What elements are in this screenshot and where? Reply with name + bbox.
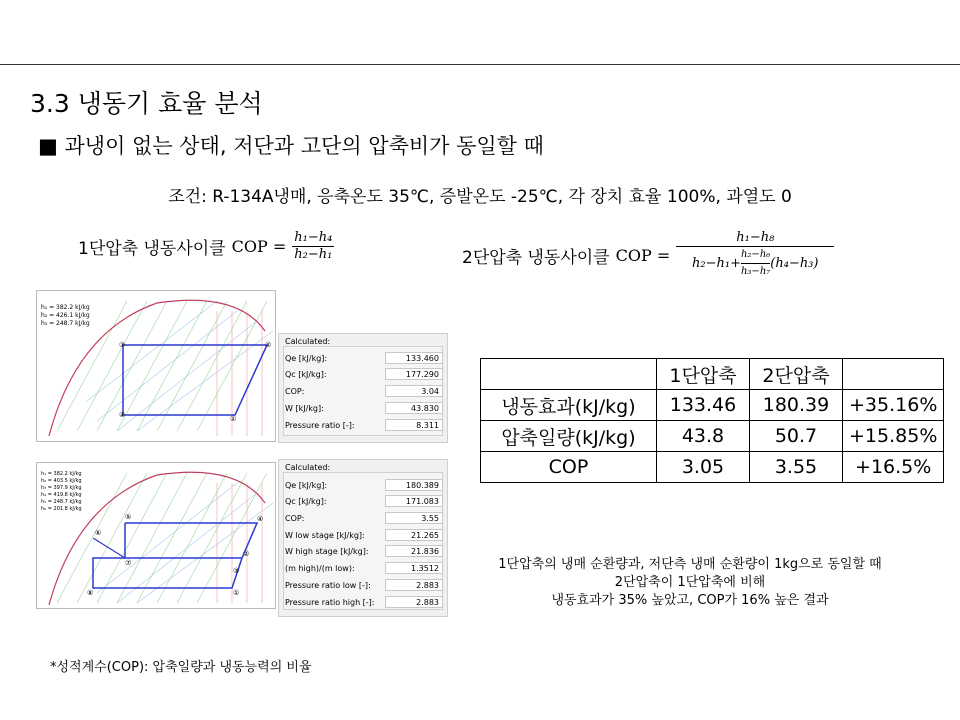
formula-two-stage (462, 230, 834, 280)
formula2-cop: COP = (615, 245, 671, 265)
calc1-row (285, 368, 443, 382)
table-cell: 냉동효과(kJ/kg) (481, 390, 657, 421)
table-row (481, 452, 944, 483)
footnote: *성적계수(COP): 압축일량과 냉동능력의 비율 (50, 660, 312, 675)
plot2-point-4: ④ (257, 515, 264, 523)
formula2-den-left: h₂−h₁+ (692, 255, 741, 271)
plot2-point-8: ⑧ (87, 589, 94, 597)
calc2-row (285, 562, 443, 576)
calc2-key: W high stage [kJ/kg]: (285, 547, 369, 556)
table-header-cell (843, 359, 944, 390)
plot2-legend-6: h₆ = 201.8 kJ/kg (41, 506, 82, 512)
calc1-header: Calculated: (285, 337, 331, 346)
table-cell: COP (481, 452, 657, 483)
plot1-legend-2: h₂ = 426.1 kJ/kg (41, 312, 90, 319)
formula2-label: 2단압축 냉동사이클 (462, 247, 610, 268)
calc1-value: 3.04 (385, 385, 443, 397)
table-cell: +35.16% (843, 390, 944, 421)
table-header-cell: 1단압축 (657, 359, 750, 390)
plot2-legend-1: h₁ = 382.2 kJ/kg (41, 471, 82, 477)
calc1-row (285, 419, 443, 433)
comparison-table (480, 358, 944, 483)
formula2-den-frac-den: h₃−h₇ (740, 266, 771, 277)
plot2-point-5: ⑤ (125, 513, 132, 521)
table-header-cell: 2단압축 (750, 359, 843, 390)
calc1-row (285, 385, 443, 399)
formula2-den-frac-num: h₂−h₆ (741, 247, 770, 264)
plot1-point-2: ② (265, 341, 272, 349)
formula2-numerator: h₁−h₈ (676, 230, 834, 247)
plot1-legend-3: h₃ = 248.7 kJ/kg (41, 320, 90, 327)
formula1-denominator: h₂−h₁ (294, 247, 333, 262)
plot2-legend-5: h₅ = 248.7 kJ/kg (41, 499, 82, 505)
page-title: 3.3 냉동기 효율 분석 (30, 89, 263, 118)
table-cell: 3.05 (657, 452, 750, 483)
calc2-row (285, 596, 443, 610)
calc2-key: (m high)/(m low): (285, 564, 355, 573)
formula1-fraction (292, 230, 334, 263)
formula2-fraction (676, 230, 834, 280)
top-divider (0, 64, 960, 65)
table-cell: +16.5% (843, 452, 944, 483)
table-row (481, 390, 944, 421)
plot2-point-7: ⑦ (125, 559, 132, 567)
calc2-key: Qc [kJ/kg]: (285, 497, 327, 506)
calc1-value: 8.311 (385, 419, 443, 431)
table-cell: 180.39 (750, 390, 843, 421)
calc2-key: COP: (285, 514, 305, 523)
table-row (481, 421, 944, 452)
calc2-value: 2.883 (385, 579, 443, 591)
table-cell: 133.46 (657, 390, 750, 421)
section-subtitle: ■ 과냉이 없는 상태, 저단과 고단의 압축비가 동일할 때 (38, 134, 544, 158)
table-cell: 50.7 (750, 421, 843, 452)
calc2-value: 2.883 (385, 596, 443, 608)
calc1-key: COP: (285, 387, 305, 396)
plot1-point-1: ① (230, 415, 237, 423)
plot2-point-6: ⑥ (95, 529, 102, 537)
calc1-key: W [kJ/kg]: (285, 404, 324, 413)
calc2-value: 180.389 (385, 479, 443, 491)
formula1-label: 1단압축 냉동사이클 (78, 239, 226, 259)
calc1-row (285, 402, 443, 416)
calc1-key: Qe [kJ/kg]: (285, 354, 328, 363)
calc2-value: 171.083 (385, 495, 443, 507)
note-line: 2단압축이 1단압축에 비해 (614, 575, 766, 590)
calc1-value: 43.830 (385, 402, 443, 414)
calc1-value: 177.290 (385, 368, 443, 380)
calc1-value: 133.460 (385, 352, 443, 364)
formula2-den-right: (h₄−h₃) (770, 255, 819, 271)
plot2-legend-4: h₄ = 419.8 kJ/kg (41, 492, 82, 498)
calc2-key: Pressure ratio low [-]: (285, 581, 371, 590)
table-cell: 3.55 (750, 452, 843, 483)
calc1-key: Pressure ratio [-]: (285, 421, 355, 430)
formula1-numerator: h₁−h₄ (294, 230, 333, 245)
table-cell: 43.8 (657, 421, 750, 452)
plot2-legend-2: h₂ = 403.5 kJ/kg (41, 478, 82, 484)
calc2-key: Qe [kJ/kg]: (285, 481, 328, 490)
formula1-cop: COP = (231, 237, 287, 256)
calc2-row (285, 529, 443, 543)
plot1-point-3: ③ (119, 341, 126, 349)
calc2-key: Pressure ratio high [-]: (285, 598, 375, 607)
formula2-den-fraction (741, 247, 770, 280)
calc-panel-two-stage (278, 459, 448, 617)
ph-diagram-single-stage (36, 290, 276, 442)
ph-diagram-1-svg (37, 291, 275, 441)
note-line: 냉동효과가 35% 높았고, COP가 16% 높은 결과 (551, 593, 829, 608)
calc2-value: 3.55 (385, 512, 443, 524)
calc2-header: Calculated: (285, 463, 331, 472)
plot2-point-3: ③ (233, 567, 240, 575)
ph-diagram-two-stage (36, 462, 276, 609)
calc2-value: 21.265 (385, 529, 443, 541)
calc2-row (285, 495, 443, 509)
calc2-row (285, 512, 443, 526)
plot2-point-2: ② (243, 550, 250, 558)
ph-diagram-2-svg (37, 463, 275, 608)
calc1-key: Qc [kJ/kg]: (285, 370, 327, 379)
table-header-cell (481, 359, 657, 390)
formula-single-stage (78, 230, 334, 263)
plot2-legend-3: h₃ = 397.9 kJ/kg (41, 485, 82, 491)
plot1-point-4: ④ (119, 411, 126, 419)
calc1-row (285, 352, 443, 366)
plot1-legend-1: h₁ = 382.2 kJ/kg (41, 304, 90, 311)
table-cell: +15.85% (843, 421, 944, 452)
calc2-value: 1.3512 (385, 562, 443, 574)
table-header-row (481, 359, 944, 390)
calc2-row (285, 579, 443, 593)
calc-panel-single-stage (278, 333, 448, 443)
condition-text: 조건: R-134A냉매, 응축온도 35℃, 증발온도 -25℃, 각 장치 효율 100%, 과열도 0 (168, 187, 792, 207)
note-line: 1단압축의 냉매 순환량과, 저단측 냉매 순환량이 1kg으로 동일할 때 (498, 557, 882, 572)
calc2-row (285, 479, 443, 493)
table-cell: 압축일량(kJ/kg) (481, 421, 657, 452)
plot2-point-1: ① (233, 589, 240, 597)
result-note (440, 556, 940, 610)
calc2-value: 21.836 (385, 545, 443, 557)
calc2-key: W low stage [kJ/kg]: (285, 531, 365, 540)
calc2-row (285, 545, 443, 559)
